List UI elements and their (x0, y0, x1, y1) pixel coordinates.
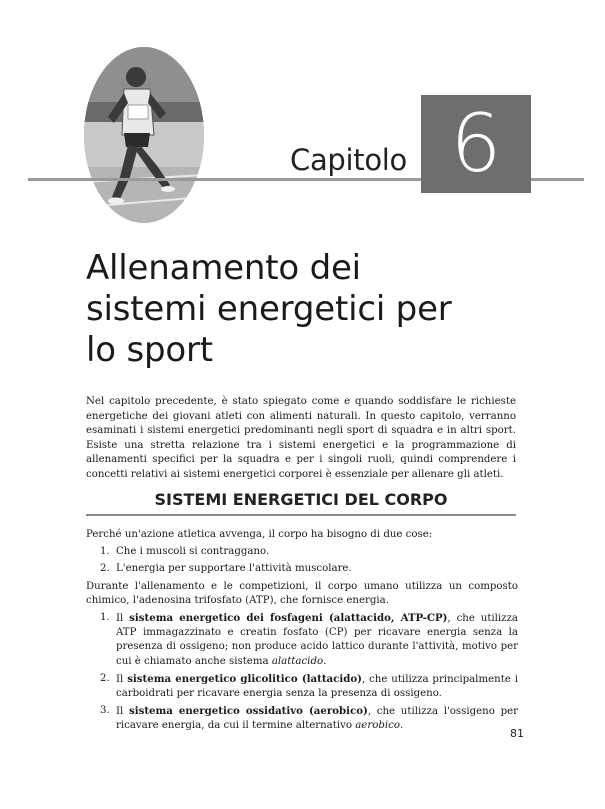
list-item (86, 545, 518, 559)
runner-photo (84, 47, 204, 223)
list-number: 2. (100, 672, 110, 684)
chapter-number: 6 (421, 95, 531, 193)
italic-term: aerobico (355, 720, 400, 732)
list-item-text: , che utilizza ATP immagazzinato e creatin fosfato (CP) per ricavare energia senza la presenza di ossigeno; non produce acido lattico durante l'attività, motivo per cui è chiamato anche sistema (116, 613, 518, 667)
list-item (86, 611, 518, 669)
section-body (86, 528, 518, 737)
list-item-text: Che i muscoli si contraggano. (116, 546, 270, 558)
chapter-title-line-3: lo sport (86, 330, 213, 370)
chapter-title-line-1: Allenamento dei (86, 248, 361, 288)
list-number: 1. (100, 612, 110, 624)
list-item-prefix: Il (116, 613, 130, 625)
list-item-text: , che utilizza principalmente i carboidrati per ricavare energia senza la presenza di ossigeno. (116, 673, 518, 700)
body-paragraph-1: Perché un'azione atletica avvenga, il corpo ha bisogno di due cose: (86, 529, 433, 540)
list-item-end: . (399, 720, 404, 732)
list-item-end: . (323, 655, 327, 667)
energy-system-name: sistema energetico ossidativo (aerobico) (128, 705, 368, 718)
list-number: 3. (100, 705, 110, 717)
list-item-text: , che utilizza l'ossigeno per ricavare energia, da cui il termine alternativo (116, 706, 518, 732)
list-item-text: L'energia per supportare l'attività muscolare. (116, 563, 352, 575)
list-item (86, 562, 518, 576)
section-rule (86, 514, 516, 516)
italic-term: alattacido (271, 655, 324, 667)
intro-paragraph: Nel capitolo precedente, è stato spiegato come e quando soddisfare le richieste energetiche dei giovani atleti con alimenti naturali. In questo capitolo, verranno esaminati i sistemi energetici predominanti negli sport di squadra e in altri sport. Esiste una stretta relazione tra i sistemi energetici e la programmazione di allenamenti specifici per la squadra e per i singoli ruoli, quindi comprendere i concetti relativi ai sistemi energetici corporei è essenziale per allenare gli atleti. (86, 396, 516, 480)
runner-illustration (84, 47, 204, 223)
energy-system-name: sistema energetico glicolitico (lattacido) (127, 672, 362, 685)
list-item (86, 704, 518, 733)
energy-system-name: sistema energetico dei fosfageni (alattacido, ATP-CP) (129, 612, 448, 625)
chapter-title (86, 248, 506, 371)
list-number: 1. (100, 546, 110, 558)
requirements-list (86, 545, 518, 576)
energy-systems-list (86, 611, 518, 734)
page-number: 81 (510, 727, 524, 740)
list-number: 2. (100, 563, 110, 575)
chapter-title-line-2: sistemi energetici per (86, 289, 452, 329)
list-item (86, 672, 518, 701)
chapter-label: Capitolo (290, 143, 407, 177)
list-item-prefix: Il (116, 706, 129, 718)
body-paragraph-2: Durante l'allenamento e le competizioni, il corpo umano utilizza un composto chimico, l'adenosina trifosfato (ATP), che fornisce energia. (86, 580, 518, 606)
list-item-prefix: Il (116, 673, 128, 685)
section-heading: SISTEMI ENERGETICI DEL CORPO (154, 490, 448, 509)
